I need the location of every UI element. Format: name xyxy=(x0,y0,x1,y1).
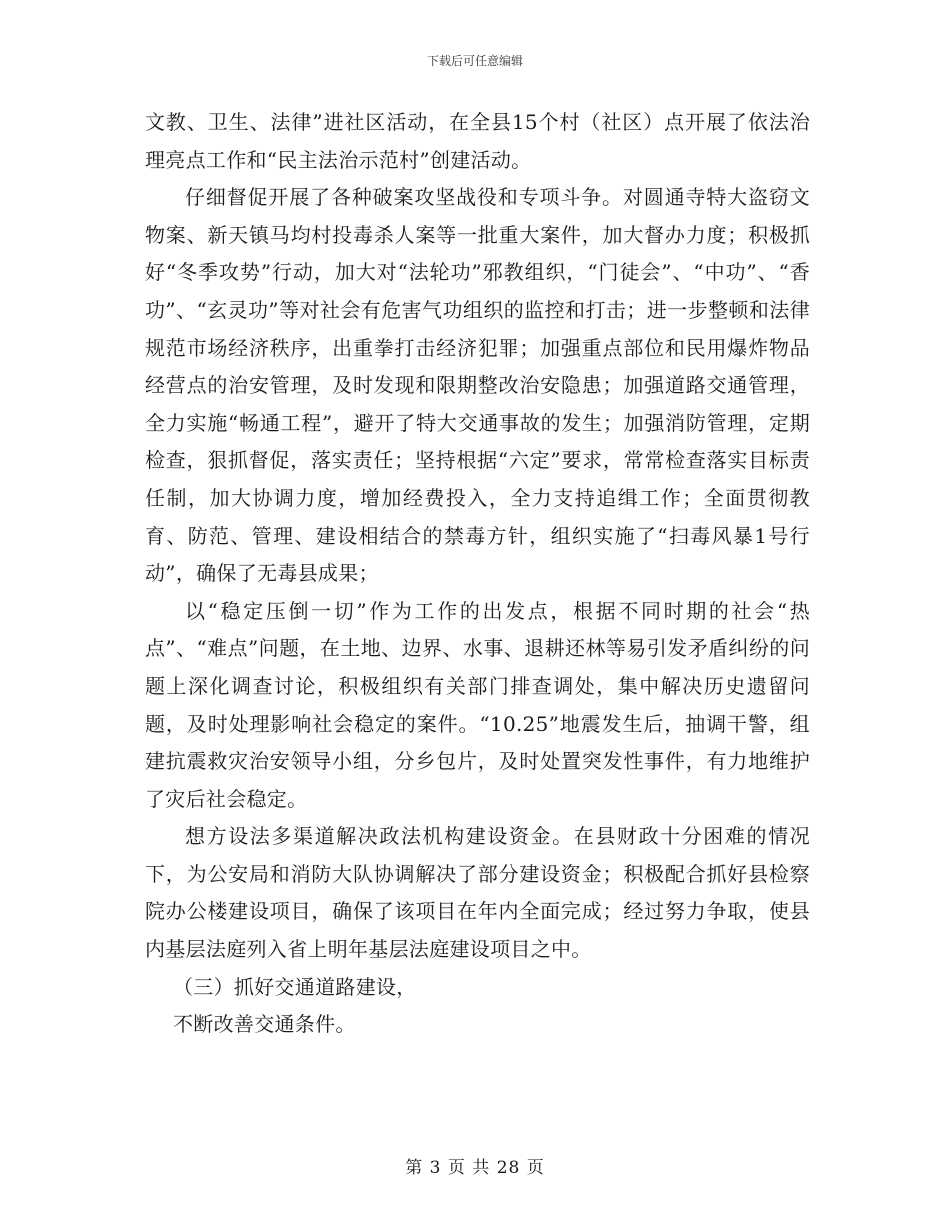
paragraph-4: 想方设法多渠道解决政法机构建设资金。在县财政十分困难的情况下，为公安局和消防大队协调解决了部分建设资金；积极配合抓好县检察院办公楼建设项目，确保了该项目在年内全面完成；经过努力争取，使县内基层法庭列入省上明年基层法庭建设项目之中。 xyxy=(145,824,810,962)
paragraph-1: 文教、卫生、法律”进社区活动，在全县15个村（社区）点开展了依法治理亮点工作和“民主法治示范村”创建活动。 xyxy=(145,110,810,172)
document-body xyxy=(145,104,810,1044)
paragraph-2: 仔细督促开展了各种破案攻坚战役和专项斗争。对圆通寺特大盗窃文物案、新天镇马均村投毒杀人案等一批重大案件，加大督办力度；积极抓好“冬季攻势”行动，加大对“法轮功”邪教组织，“门徒会”、“中功”、“香功”、“玄灵功”等对社会有危害气功组织的监控和打击；进一步整顿和法律规范市场经济秩序，出重拳打击经济犯罪；加强重点部位和民用爆炸物品经营点的治安管理，及时发现和限期整改治安隐患；加强道路交通管理，全力实施“畅通工程”，避开了特大交通事故的发生；加强消防管理，定期检查，狠抓督促，落实责任；坚持根据“六定”要求，常常检查落实目标责任制，加大协调力度，增加经费投入，全力支持追缉工作；全面贯彻教育、防范、管理、建设相结合的禁毒方针，组织实施了“扫毒风暴1号行动”，确保了无毒县成果； xyxy=(145,185,810,586)
section-continuation: 不断改善交通条件。 xyxy=(173,1012,356,1037)
section-heading: （三）抓好交通道路建设， xyxy=(173,974,417,999)
page-header: 下载后可任意编辑 xyxy=(426,54,523,68)
paragraph-3: 以“稳定压倒一切”作为工作的出发点，根据不同时期的社会“热点”、“难点”问题，在土地、边界、水事、退耕还林等易引发矛盾纠纷的问题上深化调查讨论，积极组织有关部门排查调处，集中解决历史遗留问题，及时处理影响社会稳定的案件。“10.25”地震发生后，抽调干警，组建抗震救灾治安领导小组，分乡包片，及时处置突发性事件，有力地维护了灾后社会稳定。 xyxy=(145,598,810,811)
page-number: 第 3 页 共 28 页 xyxy=(405,1158,545,1178)
